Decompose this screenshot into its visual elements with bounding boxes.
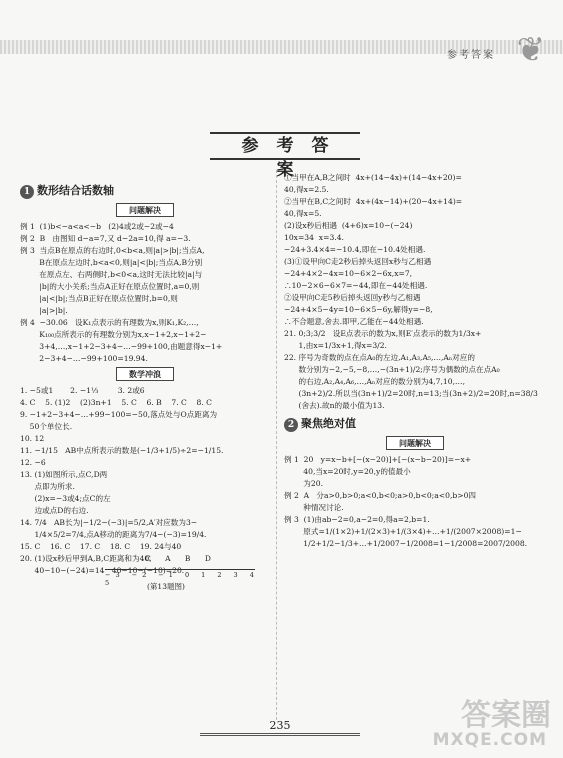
answer-line: 50个单位长. — [20, 422, 73, 431]
answer-line: 10. 12 — [20, 434, 45, 443]
answer-line: ②设甲向C走5秒后掉头返回y秒与乙相遇 — [284, 293, 421, 302]
answer-line: |a|<|b|;当点B正好在原点位置时,b=0,则 — [20, 294, 178, 303]
answer-line: 2−3+4−…−99+100=19.94. — [20, 354, 148, 363]
page-number: 235 — [269, 719, 291, 732]
number-line-figure — [105, 551, 265, 591]
answer-list — [20, 221, 270, 365]
answer-line: 40−10−(−24)=14 40−10−(−10)=20. — [20, 566, 185, 575]
answer-line: −24+4×2−4x=10−6×2−6x,x=7, — [284, 269, 413, 278]
answer-line: 例 3 当点B在原点的右边时,0<b<a,则|a|>|b|;当点A, — [20, 246, 205, 255]
answer-line: 14. 7/4 AB长为|−1/2−(−3)|=5/2,A′对应数为3− — [20, 518, 198, 527]
answer-line: 1/2+1/2−1/3+…+1/2007−1/2008=1−1/2008=2007/2008. — [284, 539, 528, 548]
answer-line: |a|>|b|. — [20, 306, 68, 315]
answer-line: 40,当x=20时,y=20,y的值最小 — [284, 467, 411, 476]
section-2-title: 聚焦绝对值 — [301, 417, 356, 430]
answer-line: 为20. — [284, 479, 323, 488]
answer-line: 20. (1)设x秒后甲到A,B,C距离和为40, — [20, 554, 152, 563]
answer-line: 1. −5或1 2. −1⅓ 3. 2或6 — [20, 386, 145, 395]
answer-line: 11. −1/15 AB中点所表示的数是(−1/3+1/5)÷2=−1/15. — [20, 446, 224, 455]
answer-line: B在原点左边时,b<a<0,则|a|<|b|;当点A,B分别 — [20, 258, 203, 267]
answer-line: 原式=1/(1×2)+1/(2×3)+1/(3×4)+…+1/(2007×2008)=1− — [284, 527, 522, 536]
answer-line: 例 2 A 分a>0,b>0;a<0,b<0;a>0,b<0;a<0,b>0四 — [284, 491, 477, 500]
answer-line: 数分别为−2,−5,−8,…,−(3n+1)/2;序号为偶数的点在点A₀ — [284, 365, 500, 374]
section-number-badge: 2 — [284, 418, 298, 432]
answer-line: (3)①设甲向C走2秒后掉头返回x秒与乙相遇 — [284, 257, 432, 266]
answer-line: 40,得x=5. — [284, 209, 322, 218]
answer-list — [284, 454, 546, 550]
answer-line: 15. C 16. C 17. C 18. C 19. 24与40 — [20, 542, 182, 551]
answer-line: (3n+2)/2.所以当(3n+1)/2=20时,n=13;当(3n+2)/2=20时,n=38/3 — [284, 389, 538, 398]
column-divider — [276, 170, 277, 720]
answer-line: 例 2 B 由图知 d−a=7,又 d−2a=10,得 a=−3. — [20, 234, 191, 243]
header-label: 参考答案 — [447, 50, 495, 61]
answer-line: (舍去).故n的最小值为13. — [284, 401, 385, 410]
answer-line: 例 4 −30.06 设K₁点表示的有理数为x,则K₁,K₂,…, — [20, 318, 199, 327]
answer-list — [284, 172, 546, 412]
answer-line: 40,得x=2.5. — [284, 185, 329, 194]
footer-rule — [200, 733, 360, 736]
section-number-badge: 1 — [20, 185, 34, 199]
answer-line: 边或点D的右边. — [20, 506, 89, 515]
answer-line: (2)x=−3或4;点C的左 — [20, 494, 111, 503]
answer-line: (2)设x秒后相遇 (4+6)x=10−(−24) — [284, 221, 413, 230]
right-column — [284, 172, 546, 550]
subsection-label: 数学冲浪 — [116, 367, 174, 381]
answer-line: 22. 序号为奇数的点在点A₀的左边,A₁,A₃,A₅,…,Aₙ对应的 — [284, 353, 475, 362]
answer-line: 10x=34 x=3.4. — [284, 233, 344, 242]
answer-line: 在原点左、右两侧时,b<0<a,这时无法比较|a|与 — [20, 270, 203, 279]
subsection-label: 问题解决 — [116, 203, 174, 217]
answer-line: K₁₀₀点所表示的有理数分别为x,x−1+2,x−1+2− — [20, 330, 207, 339]
number-line — [105, 569, 255, 570]
answer-line: ①当甲在A,B之间时 4x+(14−4x)+(14−4x+20)= — [284, 173, 462, 182]
page-title-frame — [210, 132, 360, 180]
watermark-url: MXQE.COM — [432, 730, 547, 750]
figure-point-labels: C A B D — [145, 554, 217, 563]
header-ornament-icon: ❦ — [516, 30, 545, 70]
answer-list — [20, 385, 270, 577]
answer-line: 种情况讨论. — [284, 503, 344, 512]
figure-tick-labels: −3 −2 −1 0 1 2 3 4 5 — [105, 571, 259, 587]
answer-line: −24+4×5−4y=10−6×5−6y,解得y=−8, — [284, 305, 433, 314]
subsection-label: 问题解决 — [386, 436, 444, 450]
answer-line: 的右边,A₂,A₄,A₆,…,Aₙ对应的数分别为4,7,10,…, — [284, 377, 466, 386]
answer-line: 13. (1)如图所示,点C,D两 — [20, 470, 108, 479]
answer-line: ②当甲在B,C之间时 4x+(4x−14)+(20−4x+14)= — [284, 197, 463, 206]
answer-line: −24+3.4×4=−10.4,即在−10.4处相遇. — [284, 245, 426, 254]
section-1-heading — [20, 185, 270, 199]
answer-line: |b|的大小关系;当点A正好在原点位置时,a=0,则 — [20, 282, 200, 291]
answer-line: 3+4,…,x−1+2−3+4−…−99+100,由题意得x−1+ — [20, 342, 223, 351]
answer-line: 9. −1+2−3+4−…+99−100=−50,落点处与O点距离为 — [20, 410, 218, 419]
answer-line: 例 3 (1)由ab−2=0,a−2=0,得a=2,b=1. — [284, 515, 430, 524]
answer-line: 点即为所求. — [20, 482, 75, 491]
watermark-logo: 答案圈 — [461, 698, 551, 733]
answer-line: 例 1 20 y=x−b+[−(x−20)]+[−(x−b−20)]=−x+ — [284, 455, 472, 464]
figure-caption: (第13题图) — [147, 582, 185, 591]
answer-line: 1,由x=1/3x+1,得x=3/2. — [284, 341, 387, 350]
answer-line: 12. −6 — [20, 458, 46, 467]
answer-line: ∴不合题意,舍去.即甲,乙能在−44处相遇. — [284, 317, 424, 326]
answer-line: 4. C 5. (1)2 (2)3n+1 5. C 6. B 7. C 8. C — [20, 398, 212, 407]
answer-line: 1/4×5/2=7/4,点A移动的距离为7/4−(−3)=19/4. — [20, 530, 207, 539]
answer-line: 例 1 (1)b<−a<a<−b (2)4或2或−2或−4 — [20, 222, 174, 231]
section-2-heading — [284, 418, 546, 432]
section-1-title: 数形结合话数轴 — [37, 184, 114, 197]
left-column — [20, 183, 270, 577]
answer-line: 21. 0;3;3/2 设E点表示的数为x,则E′点表示的数为1/3x+ — [284, 329, 482, 338]
answer-line: ∴10−2×6−6×7=−44,即在−44处相遇. — [284, 281, 428, 290]
page-title: 参考答案 — [241, 136, 347, 180]
